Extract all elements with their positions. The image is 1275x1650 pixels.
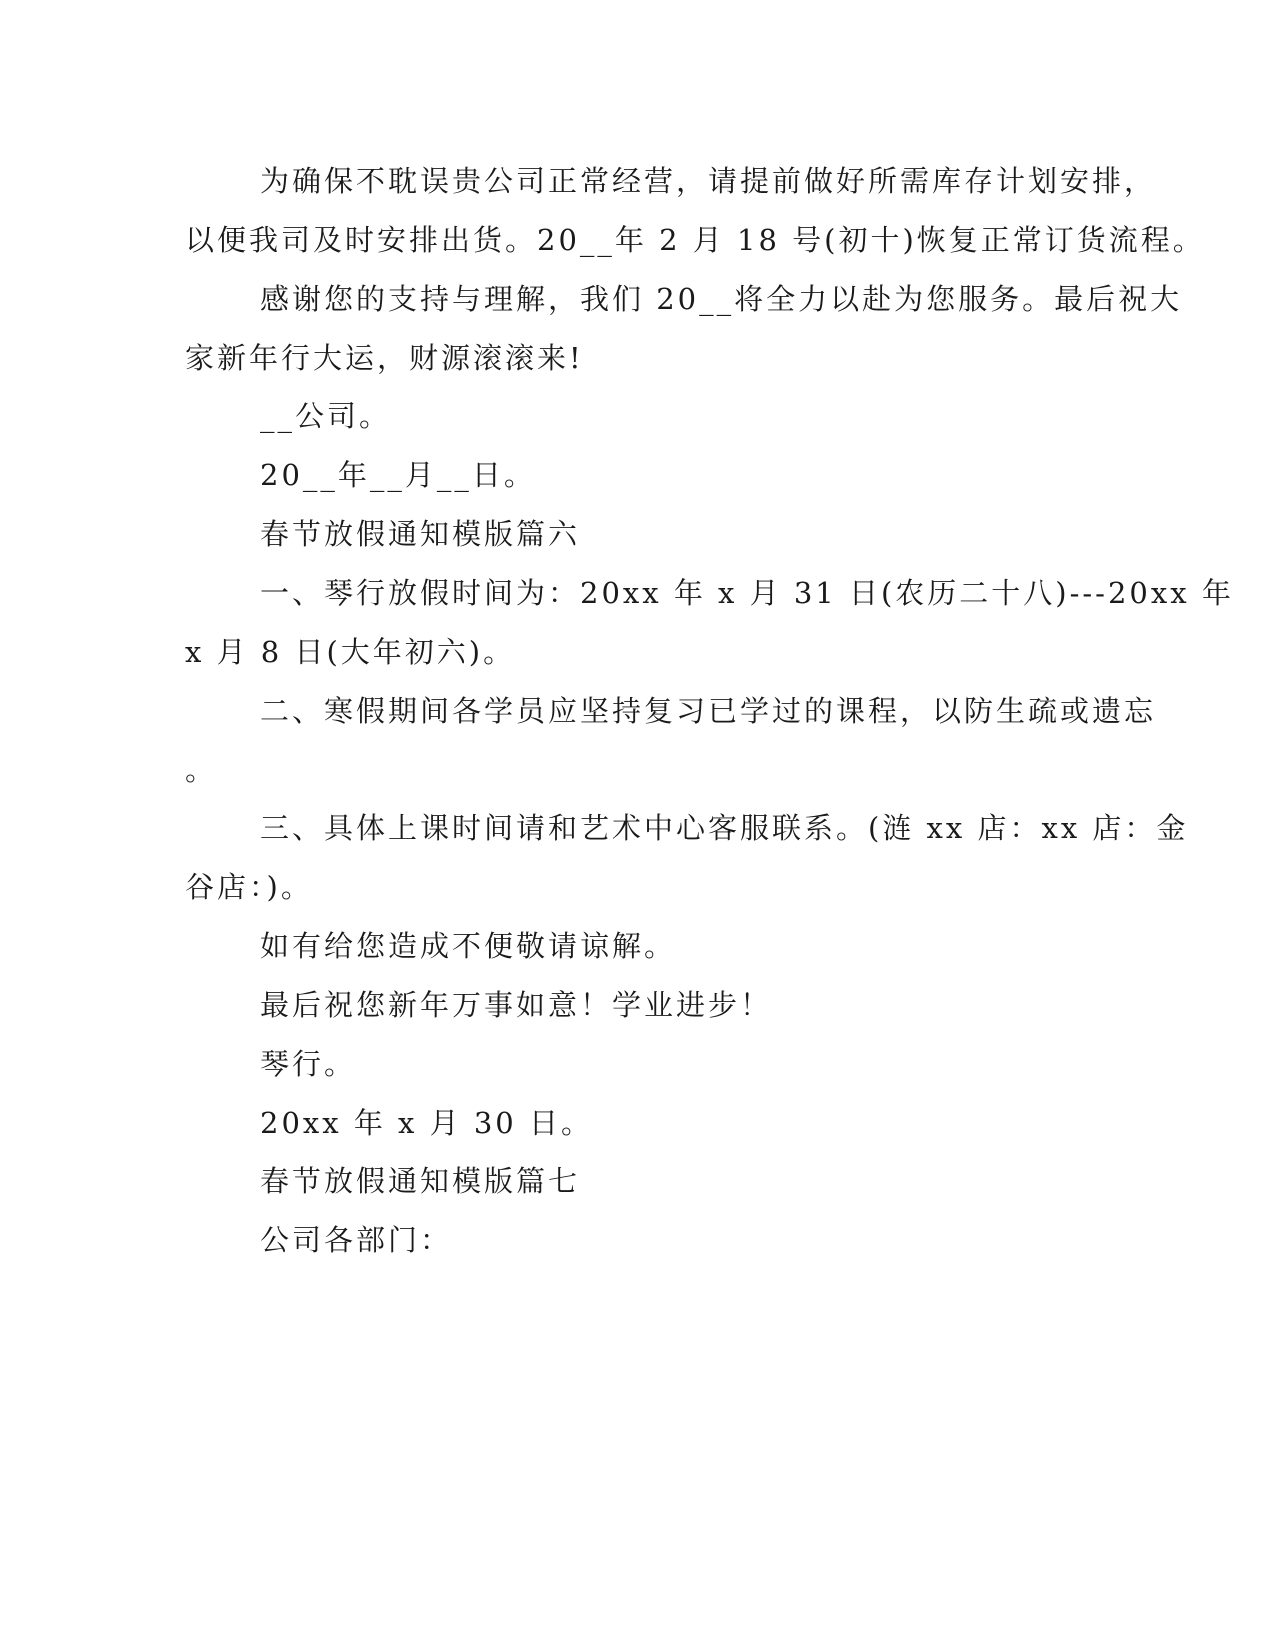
company-signature: __公司。 [260, 399, 392, 433]
paragraph-line: 如有给您造成不便敬请谅解。 [260, 929, 677, 963]
section-heading: 春节放假通知模版篇六 [260, 517, 581, 551]
paragraph-line: 以便我司及时安排出货。20__年 2 月 18 号(初十)恢复正常订货流程。 [185, 223, 1205, 257]
date-line: 20__年__月__日。 [260, 458, 536, 492]
date-line: 20xx 年 x 月 30 日。 [260, 1106, 593, 1140]
salutation-line: 公司各部门： [260, 1223, 453, 1257]
paragraph-line: 三、具体上课时间请和艺术中心客服联系。(涟 xx 店：xx 店：金 [260, 811, 1189, 845]
section-heading: 春节放假通知模版篇七 [260, 1164, 581, 1198]
paragraph-line: 谷店：)。 [185, 870, 313, 904]
paragraph-line: 。 [185, 753, 218, 787]
paragraph-line: 为确保不耽误贵公司正常经营，请提前做好所需库存计划安排， [260, 164, 1157, 198]
paragraph-line: 家新年行大运，财源滚滚来! [185, 341, 584, 375]
paragraph-line: 一、琴行放假时间为：20xx 年 x 月 31 日(农历二十八)---20xx 年 [260, 576, 1234, 610]
paragraph-line: 二、寒假期间各学员应坚持复习已学过的课程，以防生疏或遗忘 [260, 694, 1157, 728]
paragraph-line: 感谢您的支持与理解，我们 20__将全力以赴为您服务。最后祝大 [260, 282, 1183, 316]
paragraph-line: x 月 8 日(大年初六)。 [185, 635, 516, 669]
signature-line: 琴行。 [260, 1047, 357, 1081]
paragraph-line: 最后祝您新年万事如意！学业进步！ [260, 988, 773, 1022]
